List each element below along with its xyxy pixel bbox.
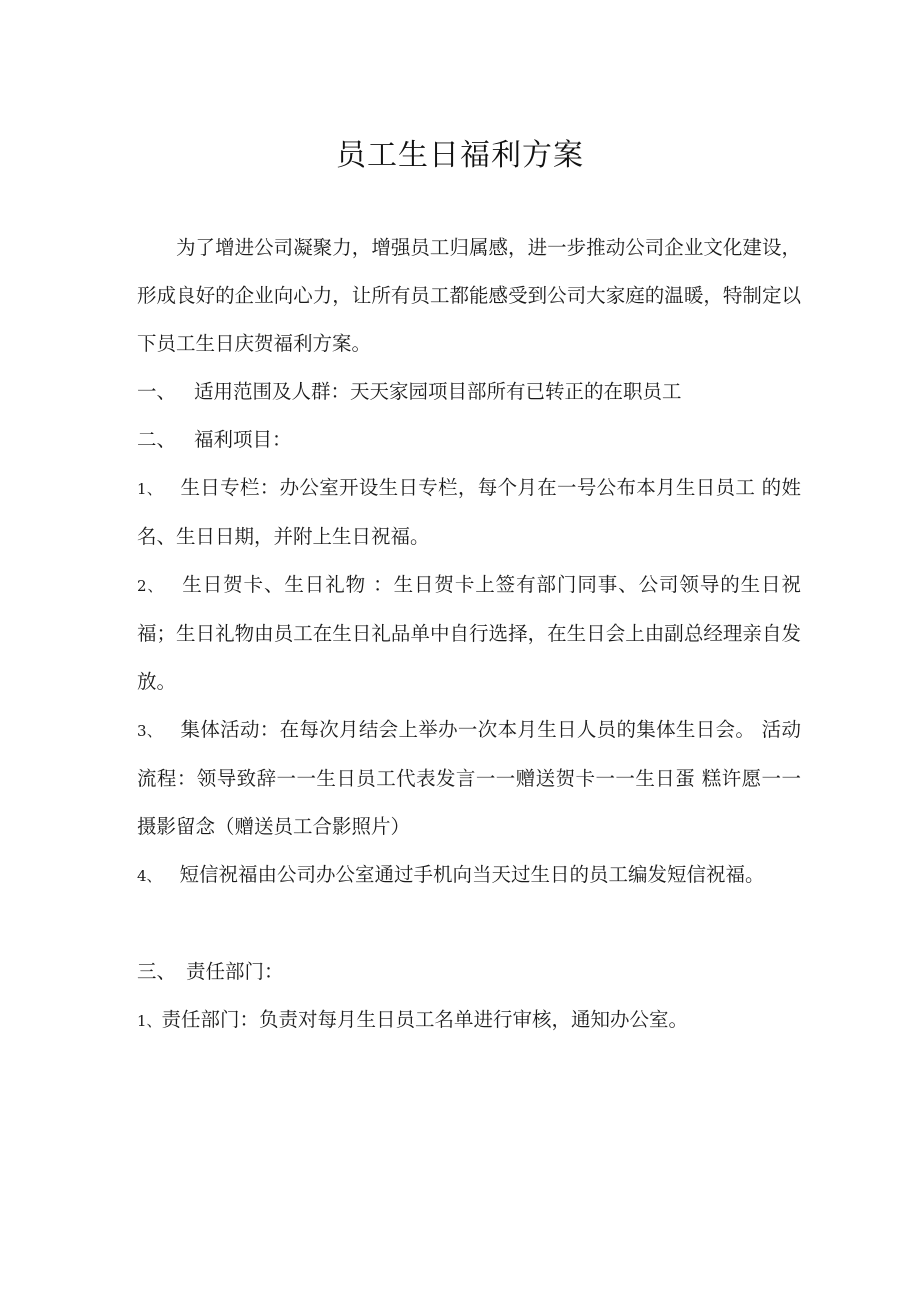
section-marker: 二、 (137, 428, 177, 451)
section-scope (137, 368, 801, 416)
section-text: 福利项目： (194, 428, 292, 451)
benefit-item-3 (137, 706, 801, 851)
section-marker: 一、 (137, 380, 177, 403)
benefit-item-4 (137, 851, 801, 900)
item-text: 生日专栏：办公室开设生日专栏，每个月在一号公布本月生日员工 的姓名、生日日期，并附上生日祝福。 (137, 476, 802, 548)
item-text: 责任部门：负责对每月生日员工名单进行审核，通知办公室。 (161, 1008, 689, 1031)
document-body (137, 224, 801, 1045)
responsibility-item-1 (137, 996, 801, 1045)
item-text: 短信祝福由公司办公室通过手机向当天过生日的员工编发短信祝福。 (179, 863, 765, 886)
document-title: 员工生日福利方案 (336, 138, 584, 173)
item-marker: 3、 (137, 722, 163, 740)
benefit-item-1 (137, 464, 801, 561)
intro-paragraph: 为了增进公司凝聚力，增强员工归属感，进一步推动公司企业文化建设，形成良好的企业向心力，让所有员工都能感受到公司大家庭的温暖，特制定以下员工生日庆贺福利方案。 (137, 236, 801, 355)
item-marker: 1、 (137, 480, 163, 498)
section-responsibility (137, 948, 801, 996)
blank-line (137, 900, 801, 948)
item-marker: 1、 (137, 1012, 162, 1030)
section-marker: 三、 (137, 960, 177, 983)
benefit-item-2 (137, 561, 801, 706)
section-text: 适用范围及人群：天天家园项目部所有已转正的在职员工 (194, 380, 682, 403)
item-marker: 2、 (137, 577, 164, 595)
item-text: 生日贺卡、生日礼物 ：生日贺卡上签有部门同事、公司领导的生日祝福；生日礼物由员工在生日礼品单中自行选择，在生日会上由副总经理亲自发放。 (137, 573, 802, 693)
item-marker: 4、 (137, 867, 162, 885)
section-benefits (137, 416, 801, 464)
section-text: 责任部门： (186, 960, 284, 983)
item-text: 集体活动：在每次月结会上举办一次本月生日人员的集体生日会。 活动流程：领导致辞一一生日员工代表发言一一赠送贺卡一一生日蛋 糕许愿一一摄影留念（赠送员工合影照片） (137, 718, 802, 838)
